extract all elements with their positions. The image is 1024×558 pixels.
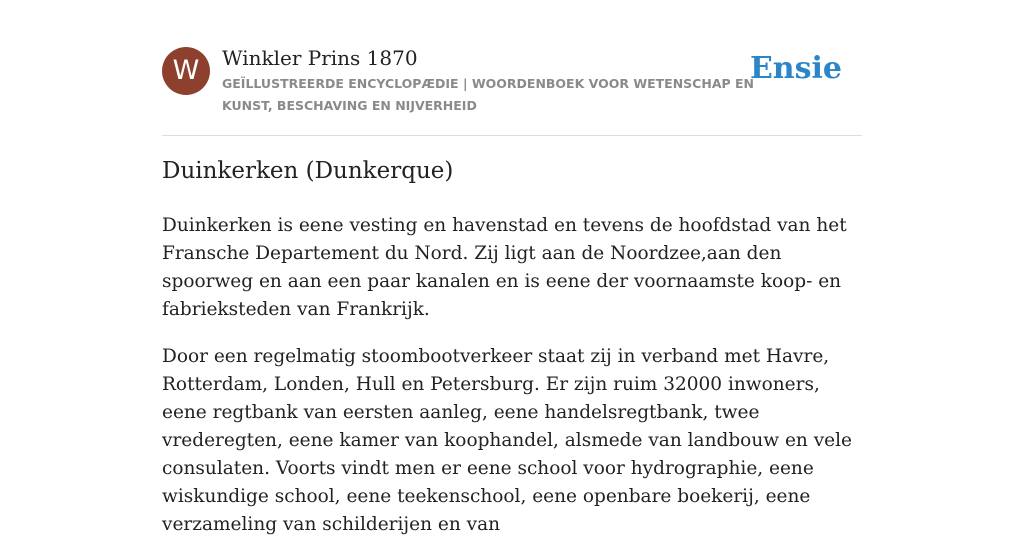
source-subtitle: GEÏLLUSTREERDE ENCYCLOPÆDIE | WOORDENBOEK VOOR WETENSCHAP EN KUNST, BESCHAVING EN NIJVERHEID [222, 76, 755, 113]
source-avatar[interactable]: W [162, 47, 210, 95]
header-divider [162, 135, 862, 136]
article-paragraph: Duinkerken is eene vesting en havenstad en tevens de hoofdstad van het Fransche Departement du Nord. Zij ligt aan de Noordzee,aan den spoorweg en aan een paar kanalen en is eene der voornaamste koop- en fabrieksteden van Frankrijk. [162, 215, 847, 320]
entry-title: Duinkerken (Dunkerque) [162, 158, 454, 184]
source-header [162, 45, 862, 135]
article-paragraph: Door een regelmatig stoombootverkeer staat zij in verband met Havre, Rotterdam, Londen, Hull en Petersburg. Er zijn ruim 32000 inwoners, eene regtbank van eersten aanleg, eene handelsregtbank, twee vrederegten, eene kamer van koophandel, alsmede van landbouw en vele consulaten. Voorts vindt men er eene school voor hydrographie, eene wiskundige school, eene teekenschool, eene openbare boekerij, eene verzameling van schilderijen en van [162, 346, 852, 535]
source-title[interactable]: Winkler Prins 1870 [222, 46, 418, 70]
ensie-logo-link[interactable]: Ensie [749, 51, 842, 86]
article-body [162, 212, 857, 558]
